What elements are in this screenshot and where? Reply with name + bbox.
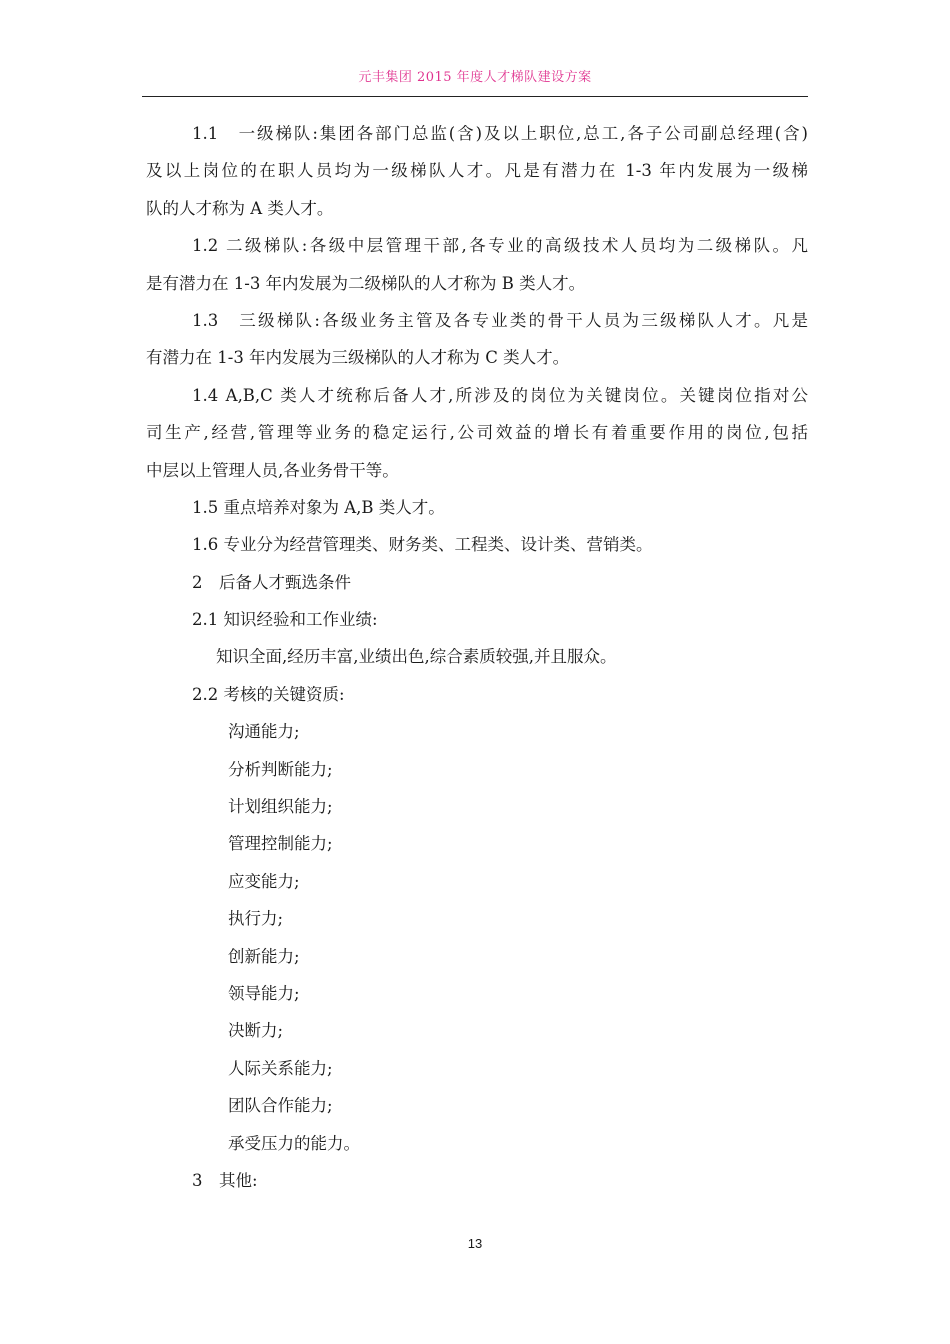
page-header-title: 元丰集团 2015 年度人才梯队建设方案 bbox=[358, 70, 592, 85]
section-3-heading: 3 其他: bbox=[192, 1170, 258, 1190]
quality-item: 团队合作能力; bbox=[228, 1096, 333, 1116]
section-2-heading: 2 后备人才甄选条件 bbox=[192, 572, 351, 592]
quality-item: 应变能力; bbox=[228, 871, 300, 891]
quality-item: 沟通能力; bbox=[228, 722, 300, 742]
section-2-2-heading: 2.2 考核的关键资质: bbox=[192, 684, 345, 704]
paragraph-1-4-line-1: 1.4 A,B,C 类人才统称后备人才,所涉及的岗位为关键岗位。关键岗位指对公 bbox=[192, 385, 808, 405]
quality-item: 领导能力; bbox=[228, 983, 300, 1003]
quality-item: 人际关系能力; bbox=[228, 1058, 333, 1078]
quality-item: 创新能力; bbox=[228, 946, 300, 966]
section-2-1-text: 知识全面,经历丰富,业绩出色,综合素质较强,并且服众。 bbox=[216, 647, 617, 667]
page-number: 13 bbox=[467, 1236, 483, 1251]
paragraph-1-2-line-1: 1.2 二级梯队:各级中层管理干部,各专业的高级技术人员均为二级梯队。凡 bbox=[192, 236, 808, 256]
paragraph-1-2-line-2: 是有潜力在 1-3 年内发展为二级梯队的人才称为 B 类人才。 bbox=[146, 273, 586, 293]
section-2-1-heading: 2.1 知识经验和工作业绩: bbox=[192, 610, 378, 630]
quality-item: 管理控制能力; bbox=[228, 834, 333, 854]
document-body bbox=[146, 115, 808, 1199]
paragraph-1-4-line-3: 中层以上管理人员,各业务骨干等。 bbox=[146, 460, 399, 480]
paragraph-1-1-line-2: 及以上岗位的在职人员均为一级梯队人才。凡是有潜力在 1-3 年内发展为一级梯 bbox=[146, 161, 808, 181]
paragraph-1-1-line-3: 队的人才称为 A 类人才。 bbox=[146, 198, 334, 218]
quality-item: 分析判断能力; bbox=[228, 759, 333, 779]
paragraph-1-4-line-2: 司生产,经营,管理等业务的稳定运行,公司效益的增长有着重要作用的岗位,包括 bbox=[146, 423, 808, 443]
paragraph-1-6: 1.6 专业分为经营管理类、财务类、工程类、设计类、营销类。 bbox=[192, 535, 653, 555]
paragraph-1-3-line-2: 有潜力在 1-3 年内发展为三级梯队的人才称为 C 类人才。 bbox=[146, 348, 570, 368]
quality-item: 计划组织能力; bbox=[228, 797, 333, 817]
paragraph-1-5: 1.5 重点培养对象为 A,B 类人才。 bbox=[192, 497, 445, 517]
paragraph-1-1-line-1: 1.1 一级梯队:集团各部门总监(含)及以上职位,总工,各子公司副总经理(含) bbox=[192, 124, 808, 143]
quality-item: 执行力; bbox=[228, 909, 284, 929]
paragraph-1-3-line-1: 1.3 三级梯队:各级业务主管及各专业类的骨干人员为三级梯队人才。凡是 bbox=[192, 310, 808, 330]
quality-item: 决断力; bbox=[228, 1021, 284, 1041]
quality-item: 承受压力的能力。 bbox=[228, 1133, 360, 1153]
header-divider bbox=[142, 96, 808, 97]
